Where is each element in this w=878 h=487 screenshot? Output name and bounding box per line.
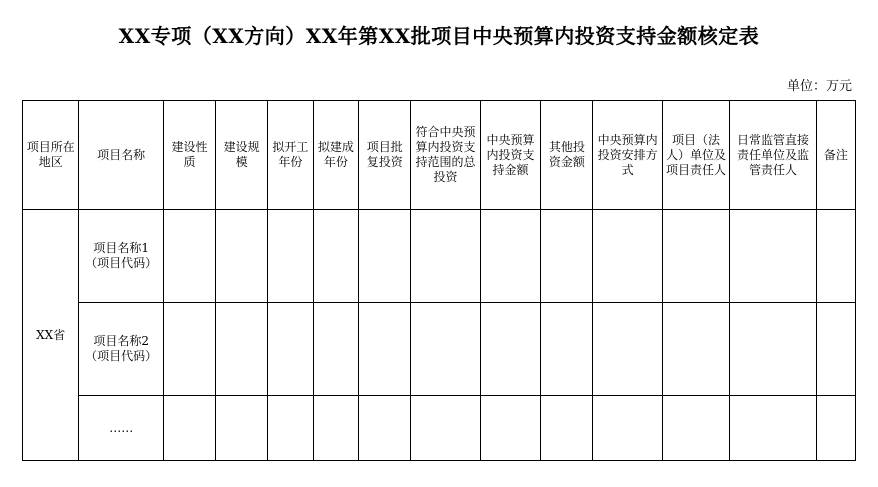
- table-row: [23, 210, 856, 303]
- cell-construction-nature[interactable]: [163, 396, 215, 461]
- cell-region[interactable]: XX省: [23, 210, 79, 461]
- cell-construction-scale[interactable]: [216, 303, 268, 396]
- cell-construction-nature[interactable]: [163, 303, 215, 396]
- cell-start-year[interactable]: [268, 396, 314, 461]
- column-header-region: 项目所在地区: [23, 101, 79, 210]
- cell-construction-scale[interactable]: [216, 210, 268, 303]
- cell-start-year[interactable]: [268, 210, 314, 303]
- column-header-project-entity-responsible: 项目（法人）单位及项目责任人: [662, 101, 729, 210]
- cell-approved-investment[interactable]: [359, 396, 411, 461]
- column-header-construction-nature: 建设性质: [163, 101, 215, 210]
- cell-project-entity-responsible[interactable]: [662, 396, 729, 461]
- column-header-remarks: 备注: [816, 101, 855, 210]
- cell-approved-investment[interactable]: [359, 210, 411, 303]
- unit-note: 单位：万元: [786, 79, 852, 94]
- column-header-supervision-unit-responsible: 日常监管直接责任单位及监管责任人: [730, 101, 817, 210]
- cell-project-name[interactable]: ……: [79, 396, 164, 461]
- cell-approved-investment[interactable]: [359, 303, 411, 396]
- cell-supervision-unit-responsible[interactable]: [730, 210, 817, 303]
- cell-other-investment[interactable]: [541, 210, 593, 303]
- column-header-construction-scale: 建设规模: [216, 101, 268, 210]
- cell-remarks[interactable]: [816, 210, 855, 303]
- document-page: [0, 20, 878, 487]
- cell-supervision-unit-responsible[interactable]: [730, 303, 817, 396]
- cell-eligible-total-investment[interactable]: [411, 396, 480, 461]
- table-container: [22, 100, 856, 461]
- table-row: [23, 303, 856, 396]
- cell-eligible-total-investment[interactable]: [411, 303, 480, 396]
- cell-project-name[interactable]: 项目名称1（项目代码）: [79, 210, 164, 303]
- cell-central-budget-amount[interactable]: [480, 396, 541, 461]
- cell-other-investment[interactable]: [541, 303, 593, 396]
- column-header-start-year: 拟开工年份: [268, 101, 314, 210]
- cell-completion-year[interactable]: [313, 303, 359, 396]
- column-header-central-budget-amount: 中央预算内投资支持金额: [480, 101, 541, 210]
- cell-construction-nature[interactable]: [163, 210, 215, 303]
- cell-construction-scale[interactable]: [216, 396, 268, 461]
- cell-remarks[interactable]: [816, 303, 855, 396]
- cell-remarks[interactable]: [816, 396, 855, 461]
- table-body: [23, 210, 856, 461]
- cell-project-entity-responsible[interactable]: [662, 303, 729, 396]
- page-title: XX专项（XX方向）XX年第XX批项目中央预算内投资支持金额核定表: [118, 24, 760, 48]
- cell-project-name[interactable]: 项目名称2（项目代码）: [79, 303, 164, 396]
- cell-arrangement-method[interactable]: [593, 396, 662, 461]
- column-header-eligible-total-investment: 符合中央预算内投资支持范围的总投资: [411, 101, 480, 210]
- cell-central-budget-amount[interactable]: [480, 210, 541, 303]
- cell-eligible-total-investment[interactable]: [411, 210, 480, 303]
- cell-arrangement-method[interactable]: [593, 303, 662, 396]
- cell-completion-year[interactable]: [313, 396, 359, 461]
- cell-start-year[interactable]: [268, 303, 314, 396]
- investment-allocation-table: [22, 100, 856, 461]
- table-header-row: [23, 101, 856, 210]
- column-header-other-investment: 其他投资金额: [541, 101, 593, 210]
- table-row: [23, 396, 856, 461]
- column-header-project-name: 项目名称: [79, 101, 164, 210]
- column-header-completion-year: 拟建成年份: [313, 101, 359, 210]
- cell-project-entity-responsible[interactable]: [662, 210, 729, 303]
- cell-completion-year[interactable]: [313, 210, 359, 303]
- cell-supervision-unit-responsible[interactable]: [730, 396, 817, 461]
- column-header-arrangement-method: 中央预算内投资安排方式: [593, 101, 662, 210]
- cell-other-investment[interactable]: [541, 396, 593, 461]
- column-header-approved-investment: 项目批复投资: [359, 101, 411, 210]
- cell-central-budget-amount[interactable]: [480, 303, 541, 396]
- cell-arrangement-method[interactable]: [593, 210, 662, 303]
